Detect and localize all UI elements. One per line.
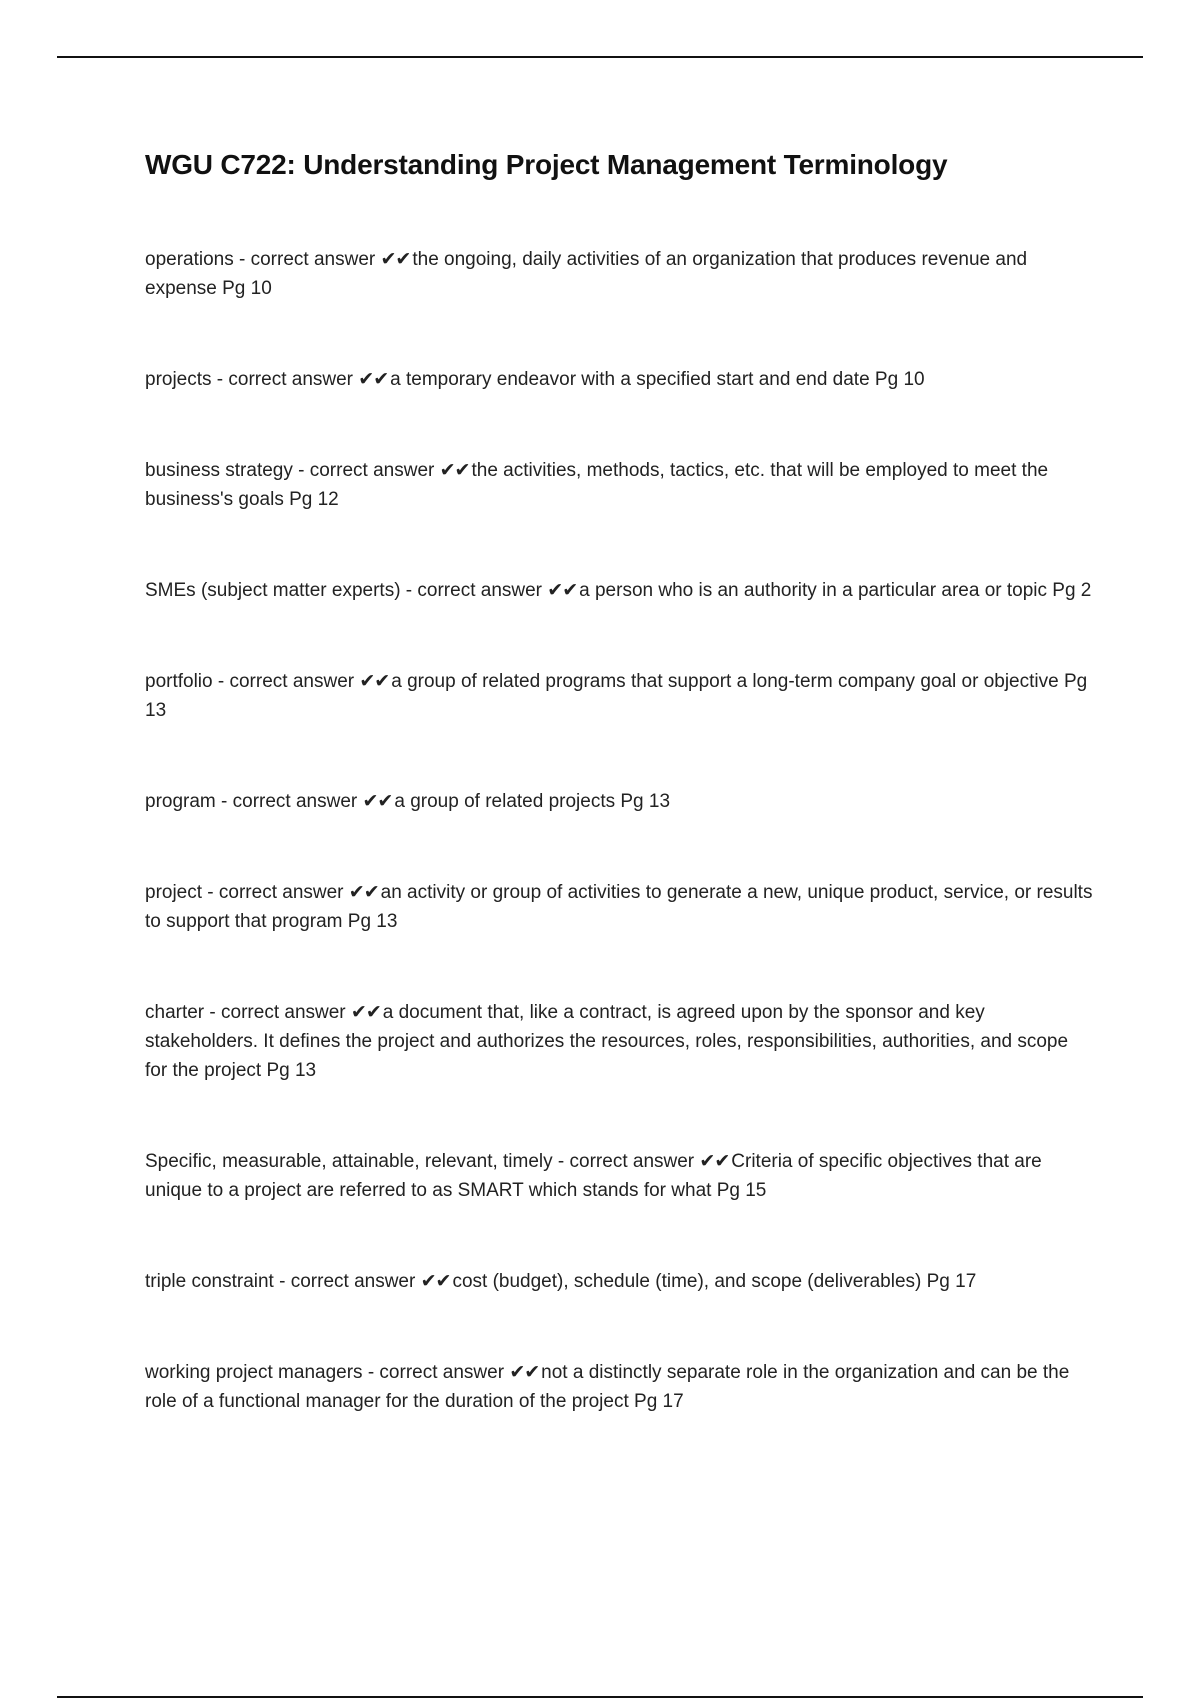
- term-entry: [145, 1267, 1095, 1296]
- term-list: [145, 245, 1095, 1416]
- term: charter: [145, 1002, 205, 1023]
- checkmark-icon: ✔✔: [699, 1151, 730, 1172]
- document-body: [145, 145, 1095, 1478]
- separator: - correct answer: [202, 882, 349, 903]
- checkmark-icon: ✔✔: [359, 671, 390, 692]
- term: program: [145, 791, 216, 812]
- definition: cost (budget), schedule (time), and scope (deliverables) Pg 17: [452, 1271, 977, 1292]
- term: operations: [145, 249, 234, 270]
- top-rule: [57, 56, 1143, 58]
- term-entry: [145, 365, 1095, 394]
- term-entry: [145, 1147, 1095, 1205]
- term-entry: [145, 998, 1095, 1085]
- definition: a person who is an authority in a particular area or topic Pg 2: [579, 580, 1092, 601]
- definition: Criteria of specific objectives that are unique to a project are referred to as SMART which stands for what Pg 15: [145, 1151, 1042, 1201]
- separator: - correct answer: [215, 791, 363, 812]
- term: projects: [145, 369, 212, 390]
- term: project: [145, 882, 203, 903]
- separator: - correct answer: [552, 1151, 700, 1172]
- definition: not a distinctly separate role in the organization and can be the role of a functional manager for the duration of the project Pg 17: [145, 1362, 1070, 1412]
- term-entry: [145, 245, 1095, 303]
- document-title: WGU C722: Understanding Project Management Terminology: [145, 149, 948, 180]
- term-entry: [145, 576, 1095, 605]
- term: working project managers: [145, 1362, 363, 1383]
- separator: - correct answer: [212, 671, 360, 692]
- term: Specific, measurable, attainable, relevant, timely: [145, 1151, 553, 1172]
- definition: the ongoing, daily activities of an organization that produces revenue and expense Pg 10: [145, 249, 1028, 299]
- checkmark-icon: ✔✔: [348, 882, 379, 903]
- term: business strategy: [145, 460, 293, 481]
- checkmark-icon: ✔✔: [358, 369, 389, 390]
- term: triple constraint: [145, 1271, 274, 1292]
- definition: the activities, methods, tactics, etc. that will be employed to meet the business's goals Pg 12: [145, 460, 1049, 510]
- separator: - correct answer: [233, 249, 381, 270]
- separator: - correct answer: [273, 1271, 421, 1292]
- checkmark-icon: ✔✔: [439, 460, 470, 481]
- definition: a group of related projects Pg 13: [394, 791, 671, 812]
- definition: a document that, like a contract, is agreed upon by the sponsor and key stakeholders. It defines the project and authorizes the resources, roles, responsibilities, authorities, and scope for the project Pg 13: [145, 1002, 1069, 1081]
- term-entry: [145, 456, 1095, 514]
- separator: - correct answer: [400, 580, 548, 601]
- bottom-rule: [57, 1696, 1143, 1698]
- checkmark-icon: ✔✔: [547, 580, 578, 601]
- term: SMEs (subject matter experts): [145, 580, 401, 601]
- separator: - correct answer: [292, 460, 440, 481]
- term-entry: [145, 787, 1095, 816]
- separator: - correct answer: [362, 1362, 510, 1383]
- term: portfolio: [145, 671, 213, 692]
- term-entry: [145, 1358, 1095, 1416]
- definition: a group of related programs that support a long-term company goal or objective Pg 13: [145, 671, 1088, 721]
- checkmark-icon: ✔✔: [509, 1362, 540, 1383]
- checkmark-icon: ✔✔: [420, 1271, 451, 1292]
- term-entry: [145, 667, 1095, 725]
- separator: - correct answer: [211, 369, 359, 390]
- term-entry: [145, 878, 1095, 936]
- checkmark-icon: ✔✔: [380, 249, 411, 270]
- checkmark-icon: ✔✔: [362, 791, 393, 812]
- checkmark-icon: ✔✔: [350, 1002, 381, 1023]
- definition: a temporary endeavor with a specified start and end date Pg 10: [390, 369, 925, 390]
- separator: - correct answer: [204, 1002, 351, 1023]
- definition: an activity or group of activities to generate a new, unique product, service, or results to support that program Pg 13: [145, 882, 1093, 932]
